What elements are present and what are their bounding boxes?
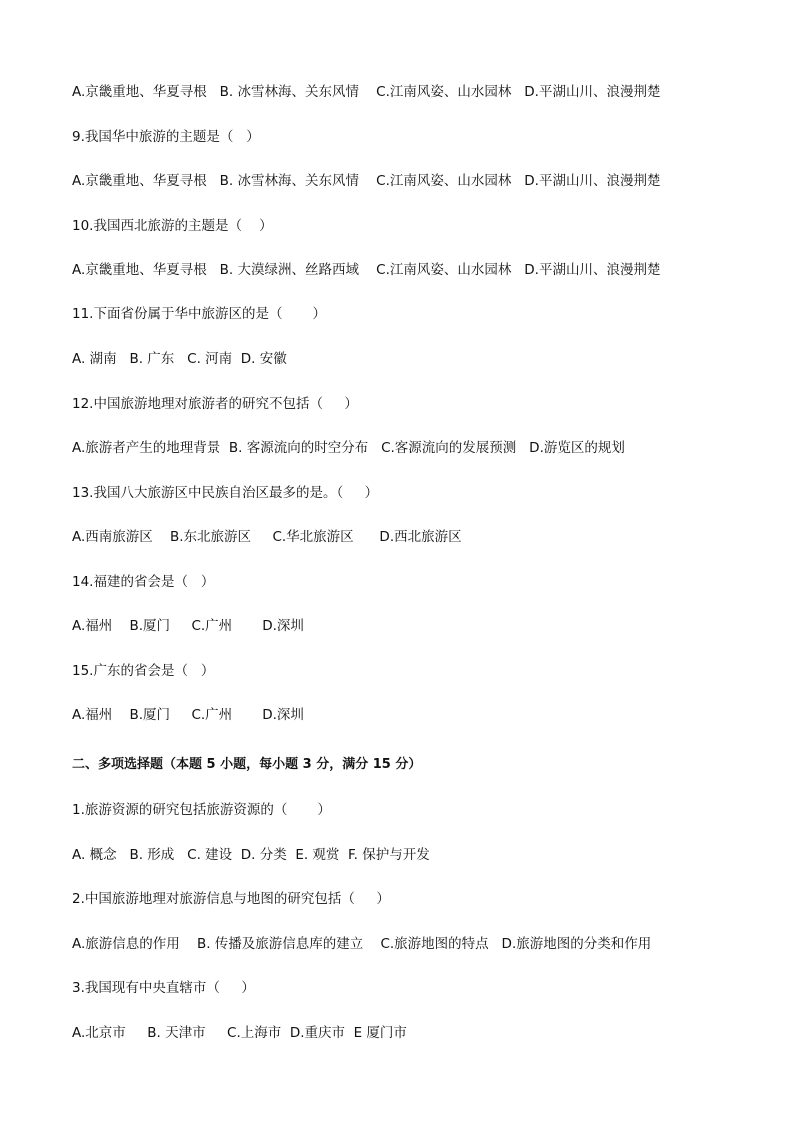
question-13-stem: 13.我国八大旅游区中民族自治区最多的是。（ ） xyxy=(72,485,379,501)
question-15-options: A.福州 B.厦门 C.广州 D.深圳 xyxy=(72,707,304,723)
question-9-stem: 9.我国华中旅游的主题是（ ） xyxy=(72,129,260,145)
multi-question-2-stem: 2.中国旅游地理对旅游信息与地图的研究包括（ ） xyxy=(72,891,390,907)
multi-question-2-options: A.旅游信息的作用 B. 传播及旅游信息库的建立 C.旅游地图的特点 D.旅游地图的分类和作用 xyxy=(72,936,652,952)
section-2-heading: 二、多项选择题（本题 5 小题，每小题 3 分，满分 15 分） xyxy=(72,757,422,772)
multi-question-3-options: A.北京市 B. 天津市 C.上海市 D.重庆市 E 厦门市 xyxy=(72,1025,407,1041)
question-12-options: A.旅游者产生的地理背景 B. 客源流向的时空分布 C.客源流向的发展预测 D.游览区的规划 xyxy=(72,440,625,456)
multi-question-1-stem: 1.旅游资源的研究包括旅游资源的（ ） xyxy=(72,802,331,818)
question-9-options: A.京畿重地、华夏寻根 B. 冰雪林海、关东风情 C.江南风姿、山水园林 D.平湖山川、浪漫荆楚 xyxy=(72,173,661,189)
multi-question-1-options: A. 概念 B. 形成 C. 建设 D. 分类 E. 观赏 F. 保护与开发 xyxy=(72,847,430,863)
question-15-stem: 15.广东的省会是（ ） xyxy=(72,663,215,679)
question-11-stem: 11.下面省份属于华中旅游区的是（ ） xyxy=(72,306,327,322)
question-8-options: A.京畿重地、华夏寻根 B. 冰雪林海、关东风情 C.江南风姿、山水园林 D.平湖山川、浪漫荆楚 xyxy=(72,84,661,100)
multi-question-3-stem: 3.我国现有中央直辖市（ ） xyxy=(72,980,255,996)
question-10-stem: 10.我国西北旅游的主题是（ ） xyxy=(72,218,273,234)
question-12-stem: 12.中国旅游地理对旅游者的研究不包括（ ） xyxy=(72,396,358,412)
question-13-options: A.西南旅游区 B.东北旅游区 C.华北旅游区 D.西北旅游区 xyxy=(72,529,462,545)
question-14-stem: 14.福建的省会是（ ） xyxy=(72,574,215,590)
question-11-options: A. 湖南 B. 广东 C. 河南 D. 安徽 xyxy=(72,351,287,367)
question-10-options: A.京畿重地、华夏寻根 B. 大漠绿洲、丝路西域 C.江南风姿、山水园林 D.平湖山川、浪漫荆楚 xyxy=(72,262,661,278)
question-14-options: A.福州 B.厦门 C.广州 D.深圳 xyxy=(72,618,304,634)
